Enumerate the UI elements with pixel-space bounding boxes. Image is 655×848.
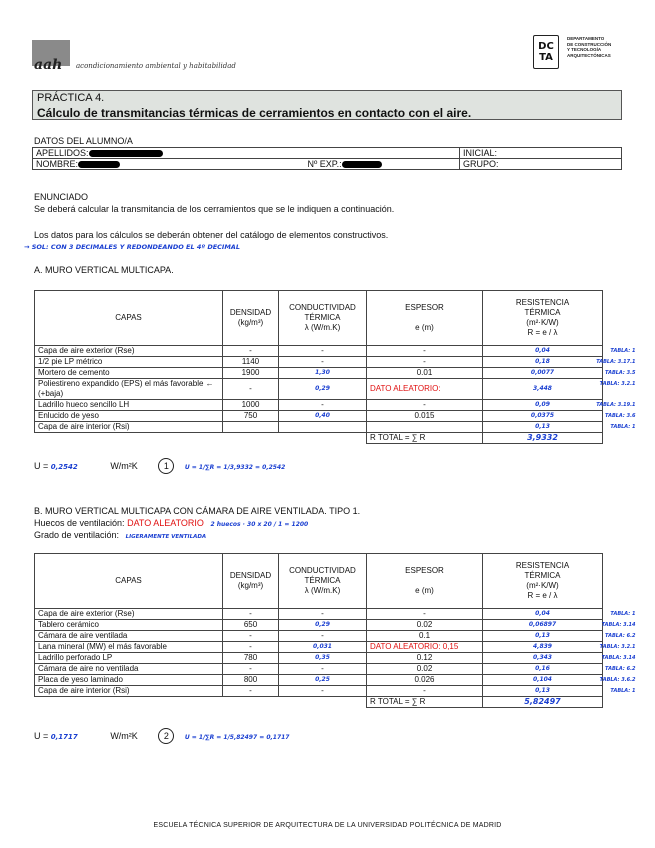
conductivity-value: - bbox=[279, 631, 367, 642]
thickness-value: DATO ALEATORIO: 0,15 bbox=[367, 642, 483, 653]
apellidos-label: APELLIDOS: bbox=[36, 148, 89, 158]
u-unit: W/m²K bbox=[110, 461, 138, 471]
conductivity-value: - bbox=[279, 609, 367, 620]
table-row bbox=[35, 379, 603, 400]
inicial-label: INICIAL: bbox=[463, 148, 498, 158]
table-row bbox=[35, 675, 603, 686]
student-section-label: DATOS DEL ALUMNO/A bbox=[34, 136, 133, 146]
header-text: (kg/m³) bbox=[237, 318, 264, 327]
header-text: e (m) bbox=[415, 586, 434, 595]
conductivity-value: 0,25 bbox=[279, 675, 367, 686]
handwritten-note: → SOL: CON 3 DECIMALES Y REDONDEANDO EL 4º DECIMAL bbox=[24, 243, 240, 251]
nexp-wrap bbox=[308, 159, 382, 169]
layer-name: Ladrillo perforado LP bbox=[35, 653, 223, 664]
conductivity-value: - bbox=[279, 686, 367, 697]
layer-name: Capa de aire interior (Rsi) bbox=[35, 686, 223, 697]
resistance-value: 3,448 bbox=[483, 379, 603, 400]
header-conductividad bbox=[279, 554, 367, 609]
table-row bbox=[35, 642, 603, 653]
table-reference-note: TABLA: 1 bbox=[610, 423, 636, 430]
header-text: R = e / λ bbox=[527, 328, 558, 337]
table-row bbox=[35, 422, 603, 433]
layer-name: Tablero cerámico bbox=[35, 620, 223, 631]
redaction bbox=[342, 161, 382, 168]
header-text: RESISTENCIA bbox=[515, 298, 570, 307]
thickness-value: - bbox=[367, 346, 483, 357]
rtotal-row bbox=[35, 697, 603, 708]
header-espesor bbox=[367, 554, 483, 609]
header-text: λ (W/m.K) bbox=[304, 586, 341, 595]
dcta-logo-top: DC bbox=[538, 41, 554, 52]
redaction bbox=[89, 150, 163, 157]
density-value: 1140 bbox=[223, 357, 279, 368]
thickness-value: - bbox=[367, 357, 483, 368]
resistance-value: 0,06897 bbox=[483, 620, 603, 631]
table-reference-note: TABLA: 6.2 bbox=[605, 665, 636, 672]
thickness-value: 0.12 bbox=[367, 653, 483, 664]
table-reference-note: TABLA: 3.6 bbox=[605, 412, 636, 419]
density-value: - bbox=[223, 346, 279, 357]
table-row bbox=[35, 368, 603, 379]
resistance-value: 0,16 bbox=[483, 664, 603, 675]
density-value: - bbox=[223, 642, 279, 653]
u-formula: U = 1/∑R = 1/3,9332 = 0,2542 bbox=[184, 464, 286, 471]
density-value: - bbox=[223, 379, 279, 400]
u-unit: W/m²K bbox=[110, 731, 138, 741]
header-text: ESPESOR bbox=[405, 566, 444, 575]
table-row bbox=[35, 664, 603, 675]
table-reference-note: TABLA: 3.14 bbox=[601, 654, 636, 661]
conductivity-value bbox=[279, 422, 367, 433]
header-text: TÉRMICA bbox=[304, 576, 341, 585]
header-densidad bbox=[223, 291, 279, 346]
aah-logo-subtitle: acondicionamiento ambiental y habitabilidad bbox=[76, 62, 236, 70]
table-row bbox=[35, 620, 603, 631]
header-text: DENSIDAD bbox=[229, 308, 272, 317]
header-text: (m²·K/W) bbox=[526, 318, 559, 327]
footer: ESCUELA TÉCNICA SUPERIOR DE ARQUITECTURA DE LA UNIVERSIDAD POLITÉCNICA DE MADRID bbox=[153, 822, 502, 829]
thickness-value: 0.015 bbox=[367, 411, 483, 422]
grado-value: LIGERAMENTE VENTILADA bbox=[125, 534, 207, 540]
thickness-value: - bbox=[367, 686, 483, 697]
u-label: U = bbox=[34, 461, 49, 471]
conductivity-value: - bbox=[279, 400, 367, 411]
rtotal-label: R TOTAL = ∑ R bbox=[367, 697, 483, 708]
header-text: R = e / λ bbox=[527, 591, 558, 600]
aah-logo-text: aah bbox=[34, 57, 63, 73]
conductivity-value: - bbox=[279, 664, 367, 675]
redaction bbox=[78, 161, 120, 168]
density-value: 750 bbox=[223, 411, 279, 422]
dept-line: Y TECNOLOGÍA bbox=[567, 47, 602, 52]
density-value: 1000 bbox=[223, 400, 279, 411]
table-row bbox=[35, 631, 603, 642]
resistance-value: 0,0077 bbox=[483, 368, 603, 379]
nombre-label: NOMBRE: bbox=[36, 159, 79, 169]
dept-name bbox=[567, 36, 647, 58]
layer-name: Capa de aire interior (Rsi) bbox=[35, 422, 223, 433]
density-value: - bbox=[223, 609, 279, 620]
grado-label: Grado de ventilación: bbox=[34, 530, 120, 540]
table-a bbox=[34, 290, 636, 444]
layer-name: Lana mineral (MW) el más favorable bbox=[35, 642, 223, 653]
layer-name: Mortero de cemento bbox=[35, 368, 223, 379]
thickness-value: 0.026 bbox=[367, 675, 483, 686]
header-conductividad bbox=[279, 291, 367, 346]
density-value: - bbox=[223, 664, 279, 675]
u-result-b bbox=[34, 728, 289, 744]
layer-name: Enlucido de yeso bbox=[35, 411, 223, 422]
conductivity-value: 0,031 bbox=[279, 642, 367, 653]
table-reference-note: TABLA: 3.5 bbox=[605, 369, 636, 376]
table-reference-note: TABLA: 1 bbox=[610, 610, 636, 617]
conductivity-value: 0,29 bbox=[279, 379, 367, 400]
section-b-title: B. MURO VERTICAL MULTICAPA CON CÁMARA DE AIRE VENTILADA. TIPO 1. bbox=[34, 506, 361, 516]
header-densidad bbox=[223, 554, 279, 609]
rtotal-value: 3,9332 bbox=[483, 433, 603, 444]
rtotal-row bbox=[35, 433, 603, 444]
header-resistencia bbox=[483, 554, 603, 609]
resistance-value: 0,104 bbox=[483, 675, 603, 686]
table-row bbox=[35, 609, 603, 620]
density-value: 780 bbox=[223, 653, 279, 664]
header-text: CONDUCTIVIDAD bbox=[289, 566, 356, 575]
layer-name: Capa de aire exterior (Rse) bbox=[35, 346, 223, 357]
conductivity-value: 0,29 bbox=[279, 620, 367, 631]
huecos-label: Huecos de ventilación: bbox=[34, 518, 125, 528]
inicial-field bbox=[460, 148, 622, 159]
resistance-value: 4,839 bbox=[483, 642, 603, 653]
huecos-line bbox=[34, 518, 308, 528]
header-text: e (m) bbox=[415, 323, 434, 332]
table-b bbox=[34, 553, 636, 708]
resistance-value: 0,13 bbox=[483, 631, 603, 642]
table-row bbox=[35, 653, 603, 664]
header-capas: CAPAS bbox=[35, 291, 223, 346]
header-text: CONDUCTIVIDAD bbox=[289, 303, 356, 312]
thickness-value: 0.1 bbox=[367, 631, 483, 642]
circle-number: 2 bbox=[158, 728, 174, 744]
header-text: TÉRMICA bbox=[304, 313, 341, 322]
table-reference-note: TABLA: 1 bbox=[610, 687, 636, 694]
header-resistencia bbox=[483, 291, 603, 346]
circle-number: 1 bbox=[158, 458, 174, 474]
u-result-a bbox=[34, 458, 285, 474]
table-reference-note: TABLA: 3.14 bbox=[601, 621, 636, 628]
thickness-value: DATO ALEATORIO: bbox=[367, 379, 483, 400]
practice-number: PRÁCTICA 4. bbox=[37, 92, 105, 104]
dcta-logo bbox=[533, 35, 559, 69]
conductivity-value: 1,30 bbox=[279, 368, 367, 379]
dept-line: DEPARTAMENTO bbox=[567, 36, 605, 41]
empty-cell bbox=[35, 433, 223, 444]
rtotal-value: 5,82497 bbox=[483, 697, 603, 708]
table-reference-note: TABLA: 6.2 bbox=[605, 632, 636, 639]
thickness-value: 0.01 bbox=[367, 368, 483, 379]
header-text: (m²·K/W) bbox=[526, 581, 559, 590]
thickness-value: 0.02 bbox=[367, 620, 483, 631]
resistance-value: 0,04 bbox=[483, 609, 603, 620]
resistance-value: 0,09 bbox=[483, 400, 603, 411]
dcta-logo-bottom: TA bbox=[539, 52, 553, 63]
table-row bbox=[35, 346, 603, 357]
enunciado-heading: ENUNCIADO bbox=[34, 192, 89, 202]
conductivity-value: 0,35 bbox=[279, 653, 367, 664]
table-a-body bbox=[35, 346, 636, 433]
grupo-label: GRUPO: bbox=[463, 159, 499, 169]
layer-name: Cámara de aire no ventilada bbox=[35, 664, 223, 675]
header-espesor bbox=[367, 291, 483, 346]
conductivity-value: - bbox=[279, 357, 367, 368]
table-reference-note: TABLA: 3.6.2 bbox=[599, 676, 636, 683]
apellidos-field bbox=[33, 148, 460, 159]
u-value: 0,1717 bbox=[50, 733, 78, 741]
empty-cell bbox=[279, 433, 367, 444]
table-row bbox=[35, 686, 603, 697]
dept-line: ARQUITECTÓNICAS bbox=[567, 52, 611, 58]
nombre-exp-field bbox=[33, 159, 460, 170]
table-b-body bbox=[35, 609, 636, 697]
layer-name: Poliestireno expandido (EPS) el más favorable ← (+baja) bbox=[35, 379, 223, 400]
header-text: DENSIDAD bbox=[229, 571, 272, 580]
u-formula: U = 1/∑R = 1/5,82497 = 0,1717 bbox=[184, 734, 290, 741]
table-reference-note: TABLA: 3.19.1 bbox=[596, 401, 636, 408]
dept-line: DE CONSTRUCCIÓN bbox=[567, 41, 612, 47]
table-row bbox=[35, 400, 603, 411]
thickness-value: - bbox=[367, 400, 483, 411]
density-value: 1900 bbox=[223, 368, 279, 379]
practice-title: Cálculo de transmitancias térmicas de cerramientos en contacto con el aire. bbox=[37, 106, 472, 120]
resistance-value: 0,18 bbox=[483, 357, 603, 368]
enunciado-line2: Los datos para los cálculos se deberán obtener del catálogo de elementos constructivos. bbox=[34, 230, 389, 240]
grupo-field bbox=[460, 159, 622, 170]
density-value: - bbox=[223, 686, 279, 697]
table-reference-note: TABLA: 3.2.1 bbox=[599, 643, 636, 650]
layer-name: Ladrillo hueco sencillo LH bbox=[35, 400, 223, 411]
resistance-value: 0,343 bbox=[483, 653, 603, 664]
header-text: ESPESOR bbox=[405, 303, 444, 312]
table-reference-note: TABLA: 3.2.1 bbox=[599, 380, 636, 387]
density-value bbox=[223, 422, 279, 433]
huecos-value: DATO ALEATORIO bbox=[127, 518, 204, 528]
grado-line bbox=[34, 530, 206, 540]
header-text: λ (W/m.K) bbox=[304, 323, 341, 332]
nexp-label: Nº EXP.: bbox=[307, 159, 342, 169]
conductivity-value: - bbox=[279, 346, 367, 357]
student-table bbox=[32, 147, 622, 170]
layer-name: Capa de aire exterior (Rse) bbox=[35, 609, 223, 620]
header-text: (kg/m³) bbox=[237, 581, 264, 590]
resistance-value: 0,13 bbox=[483, 686, 603, 697]
thickness-value: 0.02 bbox=[367, 664, 483, 675]
rtotal-label: R TOTAL = ∑ R bbox=[367, 433, 483, 444]
density-value: - bbox=[223, 631, 279, 642]
empty-cell bbox=[279, 697, 367, 708]
section-a-title: A. MURO VERTICAL MULTICAPA. bbox=[34, 265, 174, 275]
empty-cell bbox=[223, 433, 279, 444]
enunciado-line1: Se deberá calcular la transmitancia de los cerramientos que se le indiquen a continuación. bbox=[34, 204, 395, 214]
layer-name: Placa de yeso laminado bbox=[35, 675, 223, 686]
resistance-value: 0,13 bbox=[483, 422, 603, 433]
header-capas: CAPAS bbox=[35, 554, 223, 609]
header-text: RESISTENCIA bbox=[515, 561, 570, 570]
density-value: 650 bbox=[223, 620, 279, 631]
u-label: U = bbox=[34, 731, 49, 741]
resistance-value: 0,04 bbox=[483, 346, 603, 357]
thickness-value bbox=[367, 422, 483, 433]
empty-cell bbox=[223, 697, 279, 708]
table-row bbox=[35, 357, 603, 368]
layer-name: 1/2 pie LP métrico bbox=[35, 357, 223, 368]
density-value: 800 bbox=[223, 675, 279, 686]
u-value: 0,2542 bbox=[50, 463, 78, 471]
conductivity-value: 0,40 bbox=[279, 411, 367, 422]
table-a-header bbox=[35, 291, 603, 346]
table-row bbox=[35, 411, 603, 422]
huecos-note: 2 huecos · 30 x 20 / 1 = 1200 bbox=[210, 521, 309, 528]
header-text: TÉRMICA bbox=[524, 571, 561, 580]
table-reference-note: TABLA: 1 bbox=[610, 347, 636, 354]
thickness-value: - bbox=[367, 609, 483, 620]
table-b-header bbox=[35, 554, 603, 609]
table-reference-note: TABLA: 3.17.1 bbox=[596, 358, 636, 365]
header-text: TÉRMICA bbox=[524, 308, 561, 317]
layer-name: Cámara de aire ventilada bbox=[35, 631, 223, 642]
empty-cell bbox=[35, 697, 223, 708]
resistance-value: 0,0375 bbox=[483, 411, 603, 422]
